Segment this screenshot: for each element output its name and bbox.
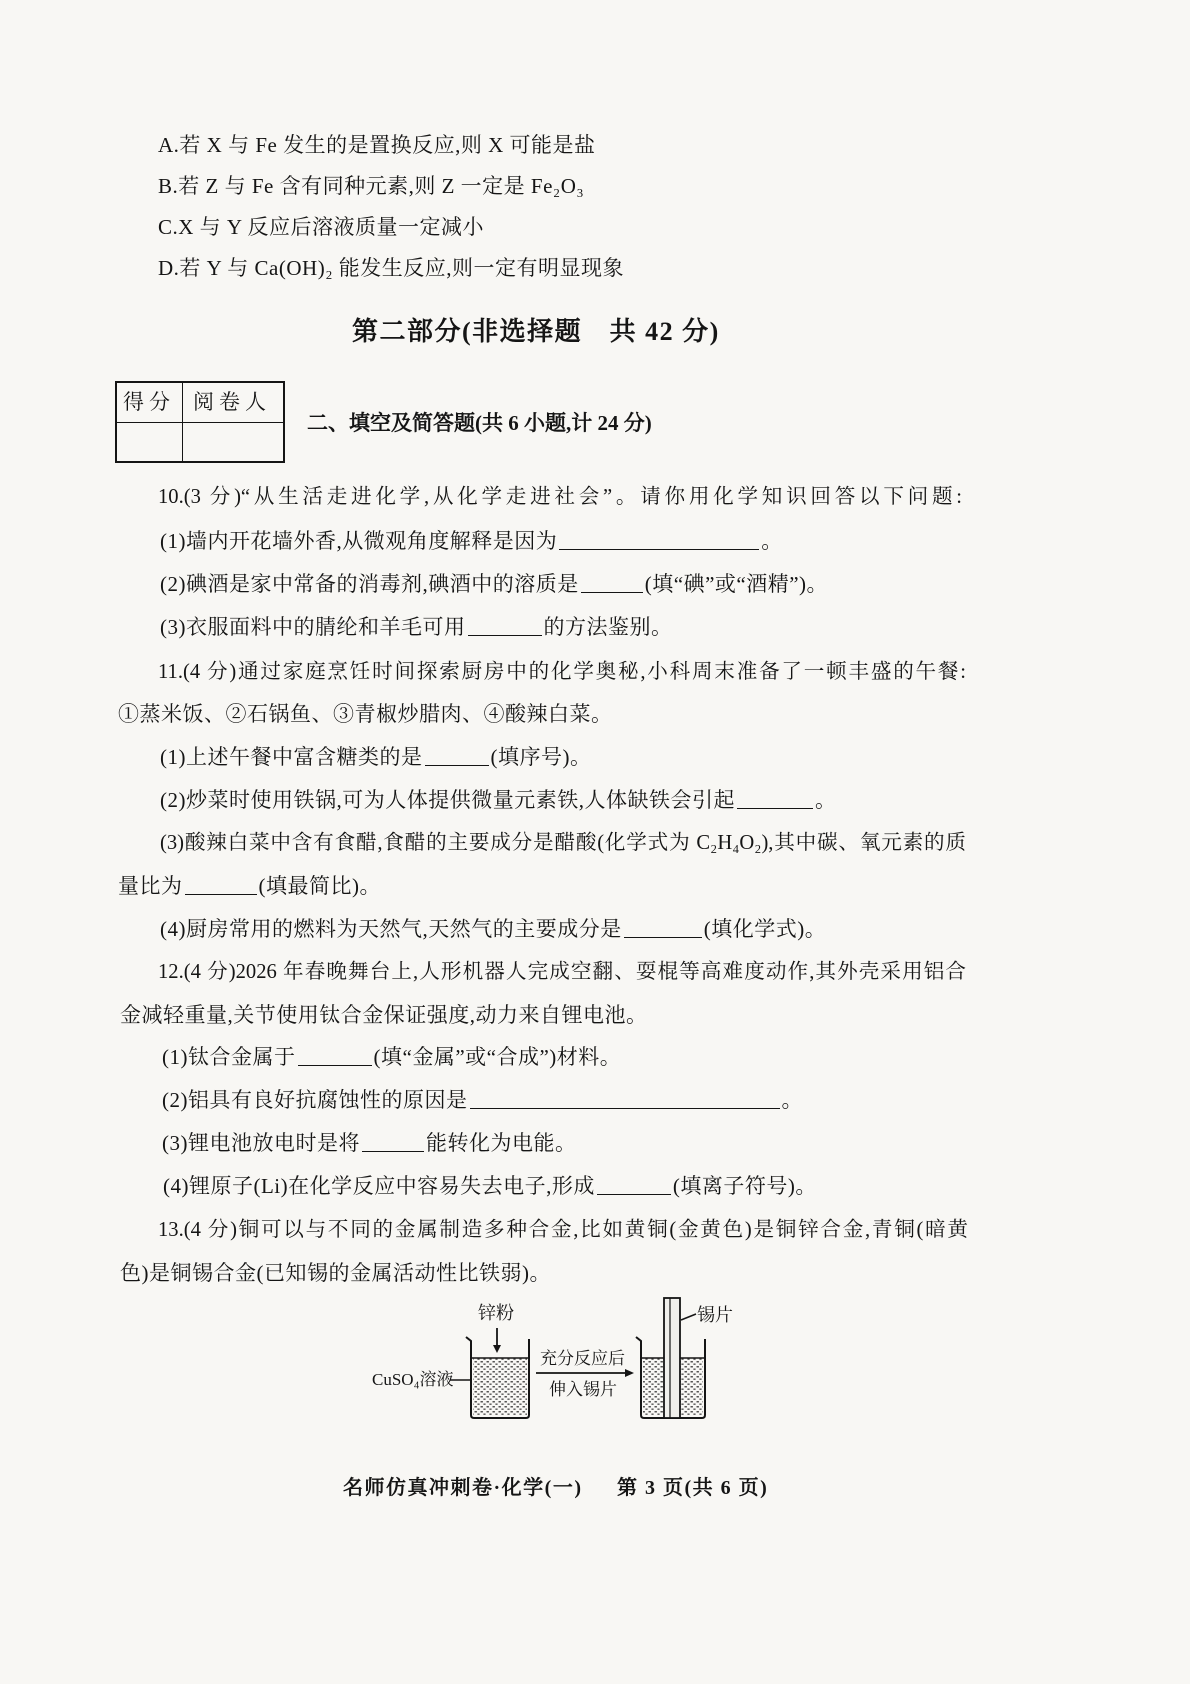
q10-part-2-text: (2)碘酒是家中常备的消毒剂,碘酒中的溶质是 (160, 572, 579, 596)
footer-title: 名师仿真冲刺卷·化学(一) (343, 1477, 583, 1499)
option-d: D.若 Y 与 Ca(OH)₂ 能发生反应,则一定有明显现象 (158, 256, 625, 280)
q10-part-1-text: (1)墙内开花墙外香,从微观角度解释是因为 (160, 529, 558, 553)
score-box-column-divider (182, 383, 183, 461)
q10-part-3-suffix: 的方法鉴别。 (543, 615, 673, 639)
q13-stem: 13.(4 分)铜可以与不同的金属制造多种合金,比如黄铜(金黄色)是铜锌合金,青铜(暗黄 (158, 1219, 968, 1241)
q12-part-1-suffix: (填“金属”或“合成”)材料。 (373, 1045, 622, 1069)
q11-stem-menu: ①蒸米饭、②石锅鱼、③青椒炒腊肉、④酸辣白菜。 (118, 702, 613, 726)
q12-part-2-text: (2)铝具有良好抗腐蚀性的原因是 (162, 1088, 468, 1112)
score-box (115, 381, 285, 463)
q12-part-2 (162, 1087, 803, 1113)
q11-part-1-suffix: (填序号)。 (490, 745, 592, 769)
answer-blank (362, 1133, 424, 1152)
answer-blank (737, 790, 813, 809)
option-c: C.X 与 Y 反应后溶液质量一定减小 (158, 215, 485, 239)
zinc-add-arrow-head (493, 1345, 501, 1353)
q11-part-2 (160, 787, 836, 813)
experiment-diagram (360, 1290, 750, 1430)
cuso4-solution-label: CuSO₄溶液 (372, 1370, 454, 1389)
q12-stem: 12.(4 分)2026 年春晚舞台上,人形机器人完成空翻、耍棍等高难度动作,其外壳采用铝合 (158, 961, 966, 983)
cuso4-solution-liquid (473, 1358, 527, 1416)
q11-part-4-text: (4)厨房常用的燃料为天然气,天然气的主要成分是 (160, 917, 622, 941)
answer-blank (597, 1176, 671, 1195)
answer-blank (425, 747, 489, 766)
tin-leader-line (681, 1314, 696, 1320)
arrow-top-label: 充分反应后 (540, 1349, 625, 1368)
tin-sheet (664, 1298, 680, 1418)
section-title: 二、填空及简答题(共 6 小题,计 24 分) (307, 411, 652, 435)
q12-part-1-text: (1)钛合金属于 (162, 1045, 296, 1069)
q11-part-3-line-2 (118, 873, 381, 899)
score-box-row-divider (117, 422, 283, 423)
tin-sheet-label: 锡片 (697, 1305, 733, 1325)
q13-stem-cont: 色)是铜锡合金(已知锡的金属活动性比铁弱)。 (120, 1261, 551, 1285)
option-a: A.若 X 与 Fe 发生的是置换反应,则 X 可能是盐 (158, 133, 596, 157)
q12-part-3 (162, 1130, 577, 1156)
grader-header: 阅卷人 (193, 390, 271, 414)
answer-blank (581, 574, 643, 593)
q10-part-2-suffix: (填“碘”或“酒精”)。 (644, 572, 829, 596)
q11-part-2-text: (2)炒菜时使用铁锅,可为人体提供微量元素铁,人体缺铁会引起 (160, 788, 735, 812)
q10-stem: 10.(3 分)“从生活走进化学,从化学走进社会”。请你用化学知识回答以下问题: (158, 486, 962, 508)
q11-part-4-suffix: (填化学式)。 (703, 917, 827, 941)
answer-blank (470, 1090, 780, 1109)
q10-part-1-suffix: 。 (761, 529, 783, 553)
q10-part-3-text: (3)衣服面料中的腈纶和羊毛可用 (160, 615, 466, 639)
q12-part-2-suffix: 。 (781, 1088, 803, 1112)
score-header: 得分 (123, 390, 175, 414)
q12-stem-cont: 金减轻重量,关节使用钛合金保证强度,动力来自锂电池。 (120, 1003, 648, 1027)
q11-part-3-line-1: (3)酸辣白菜中含有食醋,食醋的主要成分是醋酸(化学式为 C₂H₄O₂),其中碳、氧元素的质 (160, 832, 966, 854)
answer-blank (624, 919, 702, 938)
process-arrow-head (625, 1369, 634, 1377)
q12-part-1 (162, 1044, 621, 1070)
q11-stem: 11.(4 分)通过家庭烹饪时间探索厨房中的化学奥秘,小科周末准备了一顿丰盛的午餐: (158, 661, 966, 683)
option-b: B.若 Z 与 Fe 含有同种元素,则 Z 一定是 Fe₂O₃ (158, 174, 585, 198)
q11-part-4 (160, 916, 826, 942)
q10-part-2 (160, 571, 828, 597)
q11-part-3-suffix: (填最简比)。 (258, 874, 381, 898)
arrow-bottom-label: 伸入锡片 (549, 1380, 617, 1399)
q10-part-1 (160, 528, 783, 554)
q12-part-3-text: (3)锂电池放电时是将 (162, 1131, 360, 1155)
answer-blank (298, 1047, 372, 1066)
zinc-powder-label: 锌粉 (478, 1303, 514, 1323)
q12-part-4 (163, 1173, 817, 1199)
q11-part-1 (160, 744, 592, 770)
answer-blank (468, 617, 542, 636)
part-two-title: 第二部分(非选择题 共 42 分) (352, 317, 720, 346)
answer-blank (185, 876, 257, 895)
q11-part-2-suffix: 。 (814, 788, 837, 812)
q10-part-3 (160, 614, 673, 640)
q12-part-4-suffix: (填离子符号)。 (672, 1174, 817, 1198)
q12-part-3-suffix: 能转化为电能。 (426, 1131, 577, 1155)
q11-part-3-text: 量比为 (118, 874, 183, 898)
q12-part-4-text: (4)锂原子(Li)在化学反应中容易失去电子,形成 (163, 1174, 595, 1198)
q11-part-1-text: (1)上述午餐中富含糖类的是 (160, 745, 423, 769)
answer-blank (559, 531, 759, 550)
footer-page-number: 第 3 页(共 6 页) (617, 1477, 769, 1499)
